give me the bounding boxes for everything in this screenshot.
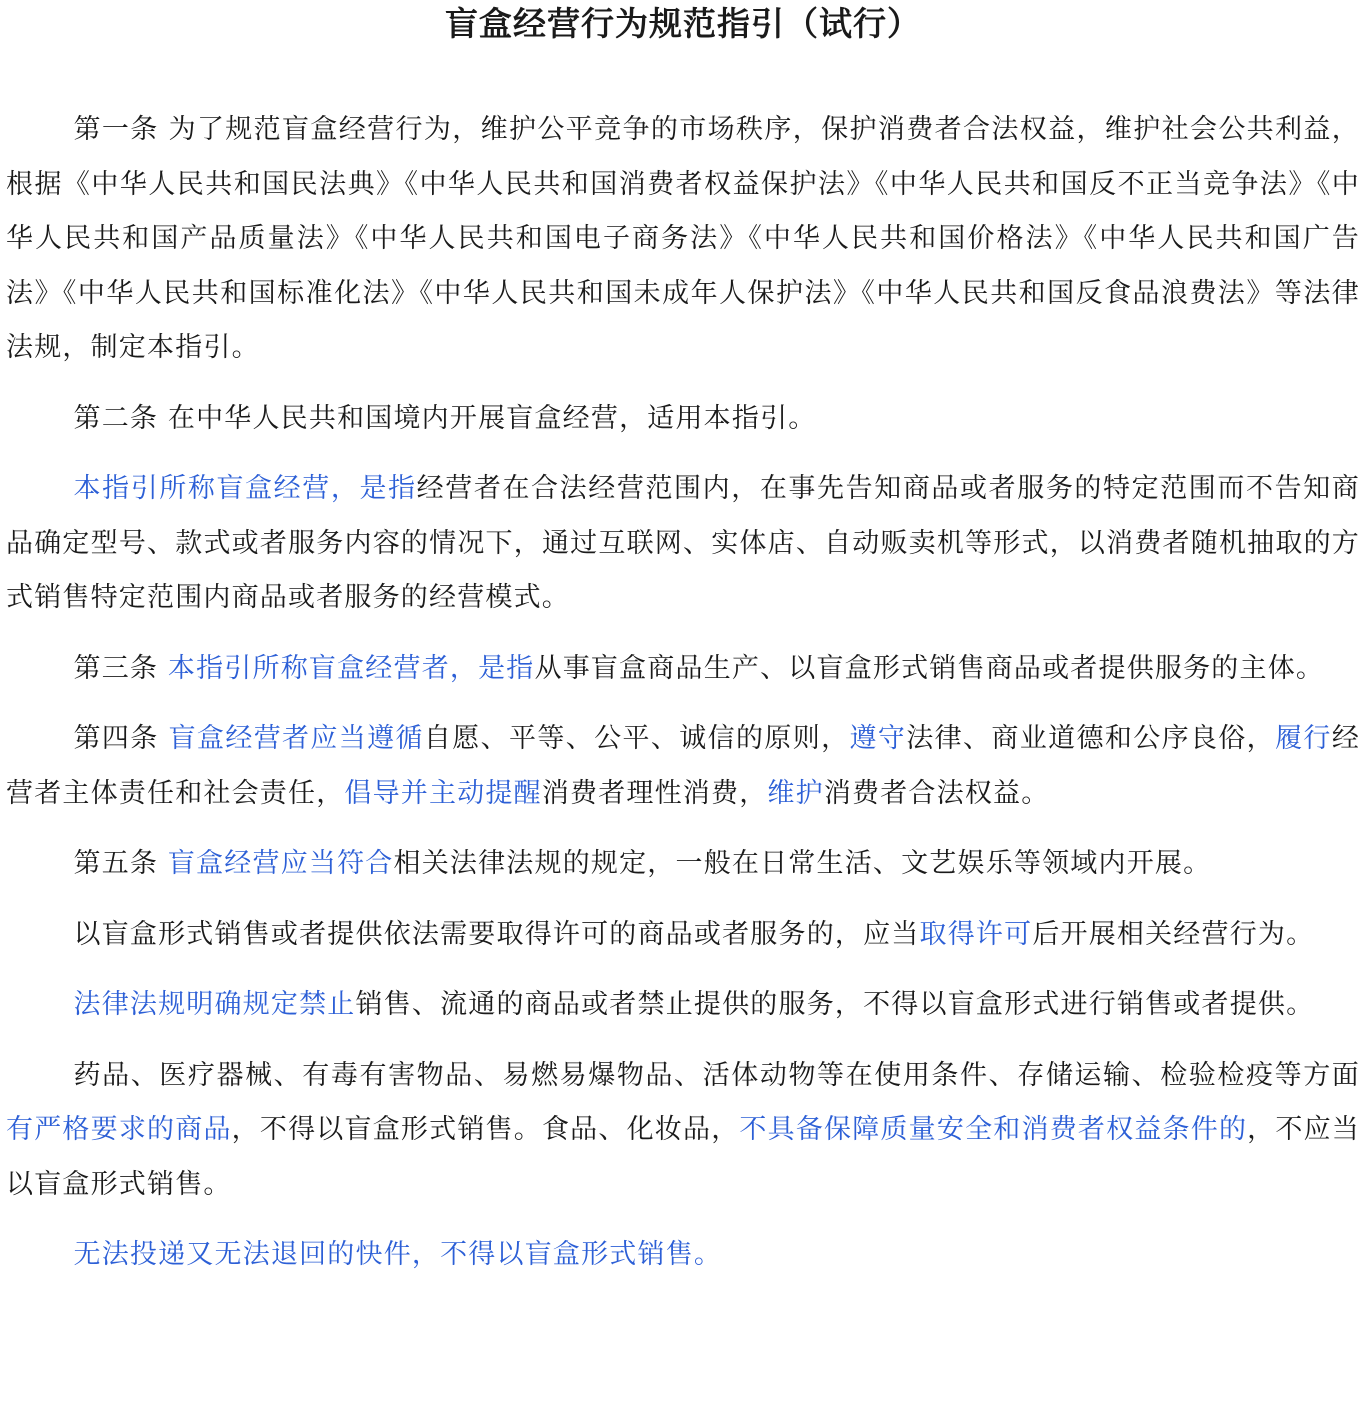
text-segment: 销售、流通的商品或者禁止提供的服务，不得以盲盒形式进行销售或者提供。	[355, 989, 1315, 1020]
paragraph-article-3	[6, 642, 1360, 697]
text-segment: 第五条	[73, 848, 168, 879]
highlighted-text: 盲盒经营应当符合	[167, 848, 394, 879]
text-segment: 第三条	[73, 652, 168, 684]
text-segment: 经营者主体责任和社会责任，	[6, 723, 1361, 809]
text-segment: 以盲盒形式销售或者提供依法需要取得许可的商品或者服务的，应当	[73, 918, 920, 950]
text-segment: 第一条 为了规范盲盒经营行为，维护公平竞争的市场秩序，保护消费者合法权益，维护社会公共利益，根据《中华人民共和国民法典》《中华人民共和国消费者权益保护法》《中华人民共和国反不正当竞争法》《中华人民共和国产品质量法》《中华人民共和国电子商务法》《中华人民共和国价格法》《中华人民共和国广告法》《中华人民共和国标准化法》《中华人民共和国未成年人保护法》《中华人民共和国反食品浪费法》等法律法规，制定本指引。	[6, 114, 1360, 363]
document-title: 盲盒经营行为规范指引（试行）	[445, 4, 921, 43]
highlighted-text: 倡导并主动提醒	[344, 777, 542, 809]
highlighted-text: 本指引所称盲盒经营，是指	[73, 473, 417, 504]
highlighted-text: 履行	[1275, 723, 1332, 754]
highlighted-text: 有严格要求的商品	[6, 1114, 232, 1145]
highlighted-text: 维护	[767, 777, 824, 809]
text-segment: 相关法律法规的规定，一般在日常生活、文艺娱乐等领域内开展。	[393, 848, 1212, 879]
highlighted-text: 取得许可	[919, 918, 1033, 950]
text-segment: 药品、医疗器械、有毒有害物品、易燃易爆物品、活体动物等在使用条件、存储运输、检验检疫等方面	[73, 1059, 1360, 1091]
highlighted-text: 不具备保障质量安全和消费者权益条件的	[739, 1114, 1248, 1145]
text-segment: 第二条 在中华人民共和国境内开展盲盒经营，适用本指引。	[73, 402, 817, 434]
highlighted-text: 无法投递又无法退回的快件，不得以盲盒形式销售。	[73, 1239, 723, 1270]
text-segment: 法律、商业道德和公序良俗，	[906, 723, 1276, 754]
paragraph-article-1	[6, 103, 1360, 376]
text-segment: ，不应当以盲盒形式销售。	[6, 1114, 1360, 1200]
text-segment: ，不得以盲盒形式销售。食品、化妆品，	[231, 1114, 740, 1145]
highlighted-text: 本指引所称盲盒经营者，是指	[167, 652, 535, 684]
text-segment: 消费者合法权益。	[823, 777, 1050, 809]
text-segment: 消费者理性消费，	[541, 777, 768, 809]
paragraph-article-5-license	[6, 908, 1360, 963]
paragraph-article-5-parcels	[6, 1228, 1360, 1283]
paragraph-article-2	[6, 392, 1360, 447]
text-segment: 自愿、平等、公平、诚信的原则，	[423, 723, 850, 754]
text-segment: 第四条	[73, 723, 169, 754]
text-segment: 从事盲盒商品生产、以盲盒形式销售商品或者提供服务的主体。	[534, 652, 1325, 684]
highlighted-text: 法律法规明确规定禁止	[73, 989, 356, 1020]
paragraph-article-4	[6, 712, 1360, 821]
paragraph-article-5-prohibited	[6, 978, 1360, 1033]
paragraph-article-5	[6, 837, 1360, 892]
paragraph-article-2-definition	[6, 462, 1360, 626]
paragraph-article-5-restricted	[6, 1049, 1360, 1213]
text-segment: 经营者在合法经营范围内，在事先告知商品或者服务的特定范围而不告知商品确定型号、款式或者服务内容的情况下，通过互联网、实体店、自动贩卖机等形式，以消费者随机抽取的方式销售特定范围内商品或者服务的经营模式。	[6, 473, 1360, 613]
highlighted-text: 盲盒经营者应当遵循	[168, 723, 424, 754]
highlighted-text: 遵守	[849, 723, 907, 754]
text-segment: 后开展相关经营行为。	[1032, 918, 1315, 950]
